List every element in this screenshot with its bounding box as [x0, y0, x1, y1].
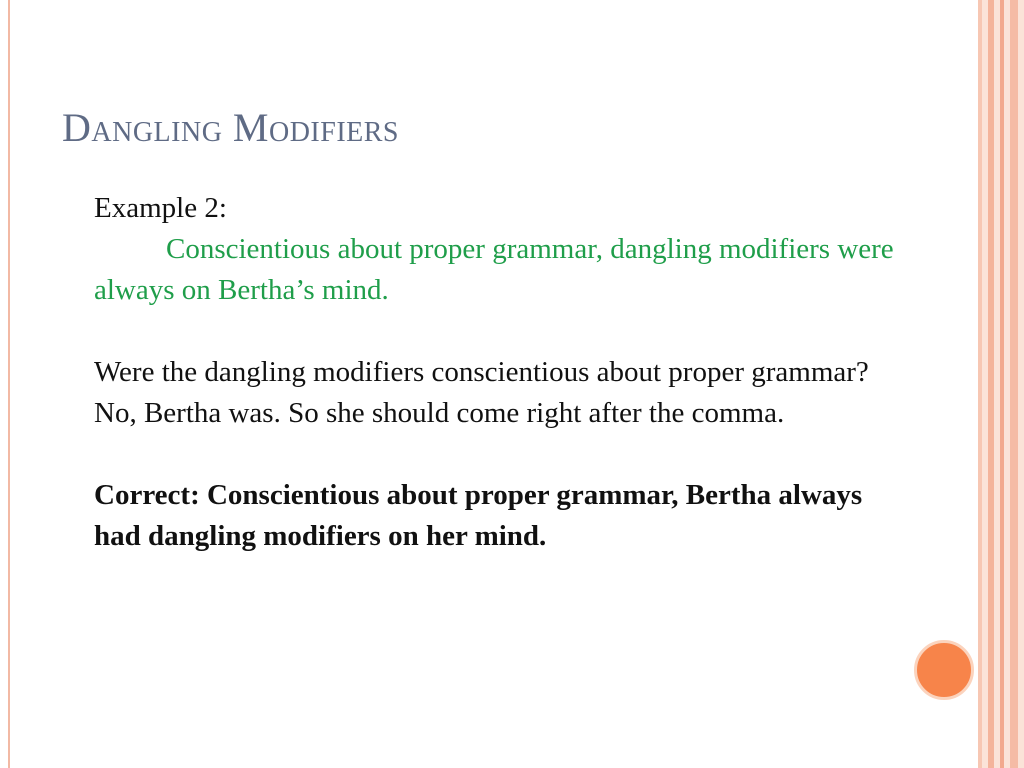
right-stripe [1010, 0, 1018, 768]
example-sentence: Conscientious about proper grammar, dangling modifiers were always on Bertha’s mind. [94, 233, 894, 306]
right-stripe [988, 0, 994, 768]
left-border-line [8, 0, 10, 768]
example-label: Example 2: [94, 192, 227, 224]
orange-circle-decoration [914, 640, 974, 700]
correct-sentence: Correct: Conscientious about proper grammar, Bertha always had dangling modifiers on her mind. [94, 479, 863, 552]
slide-title: Dangling Modifiers [62, 105, 399, 150]
slide-body [94, 188, 894, 557]
explanation-text: Were the dangling modifiers conscientious about proper grammar? No, Bertha was. So she should come right after the comma. [94, 356, 869, 429]
right-stripe [978, 0, 982, 768]
right-stripe [1000, 0, 1004, 768]
